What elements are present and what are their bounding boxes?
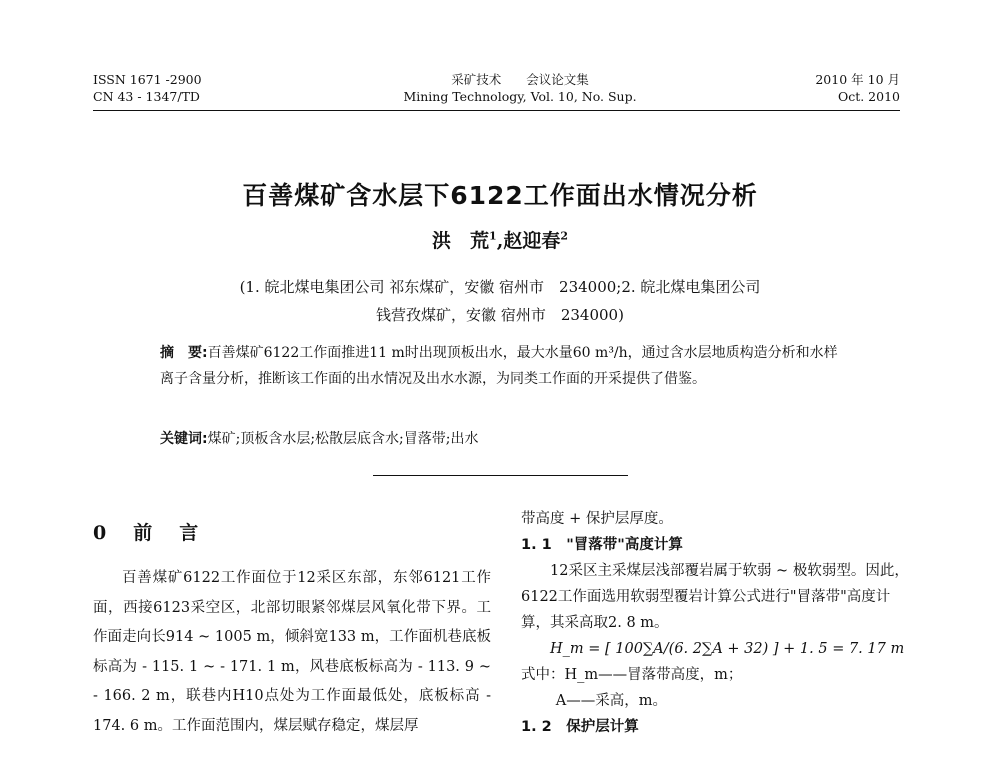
date-cn: 2010 年 10 月 [815, 72, 900, 87]
date-en: Oct. 2010 [837, 89, 900, 104]
keywords-label: 关键词: [160, 431, 208, 447]
author-2: 赵迎春 [503, 230, 561, 252]
continued-text: 带高度 + 保护层厚度。 [521, 511, 673, 527]
paper-title: 百善煤矿含水层下6122工作面出水情况分析 [242, 181, 758, 210]
affiliation-line-2: 钱营孜煤矿，安徽 宿州市 234000) [376, 306, 624, 324]
header-journal-block [370, 71, 670, 105]
cn-number: CN 43 - 1347/TD [93, 89, 200, 104]
abstract-label: 摘 要: [160, 345, 208, 361]
author-separator: , [496, 230, 504, 252]
abstract [160, 340, 850, 392]
formula-where-1: 式中：H_m——冒落带高度，m； [521, 667, 743, 683]
header-issn-block [93, 71, 202, 105]
right-column [521, 506, 913, 740]
journal-name-en: Mining Technology, Vol. 10, No. Sup. [403, 89, 637, 104]
section-0-paragraph: 百善煤矿6122工作面位于12采区东部，东邻6121工作面，西接6123采空区，北部切眼紧邻煤层风氧化带下界。工作面走向长914 ~ 1005 m，倾斜宽133 m，工作面机巷底板标高为 - 115. 1 ~ - 171. 1 m，风巷底板标高为 - 113. 9 ~ - 166. 2 m，联巷内H10点处为工作面最低处，底板标高 - 174. 6 m。工作面范围内，煤层赋存稳定，煤层厚 [93, 570, 491, 734]
author-1: 洪 荒 [432, 230, 490, 252]
subsection-1-2-heading: 1. 2 保护层计算 [521, 719, 639, 735]
journal-name-cn: 采矿技术 会议论文集 [451, 72, 589, 87]
issn: ISSN 1671 -2900 [93, 72, 202, 87]
header-date-block [815, 71, 900, 105]
affiliation-line-1: (1. 皖北煤电集团公司 祁东煤矿，安徽 宿州市 234000;2. 皖北煤电集团公司 [239, 278, 761, 296]
section-0-heading: 0 前 言 [93, 522, 203, 544]
keywords-text: 煤矿;顶板含水层;松散层底含水;冒落带;出水 [207, 431, 479, 447]
abstract-text: 百善煤矿6122工作面推进11 m时出现顶板出水，最大水量60 m³/h，通过含水层地质构造分析和水样离子含量分析，推断该工作面的出水情况及出水水源，为同类工作面的开采提供了借鉴。 [160, 345, 838, 387]
keywords [160, 428, 850, 450]
header-rule [93, 110, 900, 111]
formula: H_m = [ 100∑A/(6. 2∑A + 32) ] + 1. 5 = 7. 17 m [550, 641, 905, 657]
subsection-1-1-heading: 1. 1 "冒落带"高度计算 [521, 537, 683, 553]
authors [0, 226, 1000, 253]
author-2-sup: 2 [560, 229, 568, 243]
subsection-1-1-paragraph: 12采区主采煤层浅部覆岩属于软弱 ~ 极软弱型。因此，6122工作面选用软弱型覆岩计算公式进行"冒落带"高度计算，其采高取2. 8 m。 [521, 563, 909, 631]
author-1-sup: 1 [489, 229, 497, 243]
abstract-divider [373, 475, 628, 476]
formula-where-2: A——采高，m。 [555, 693, 668, 709]
left-column [93, 564, 491, 741]
